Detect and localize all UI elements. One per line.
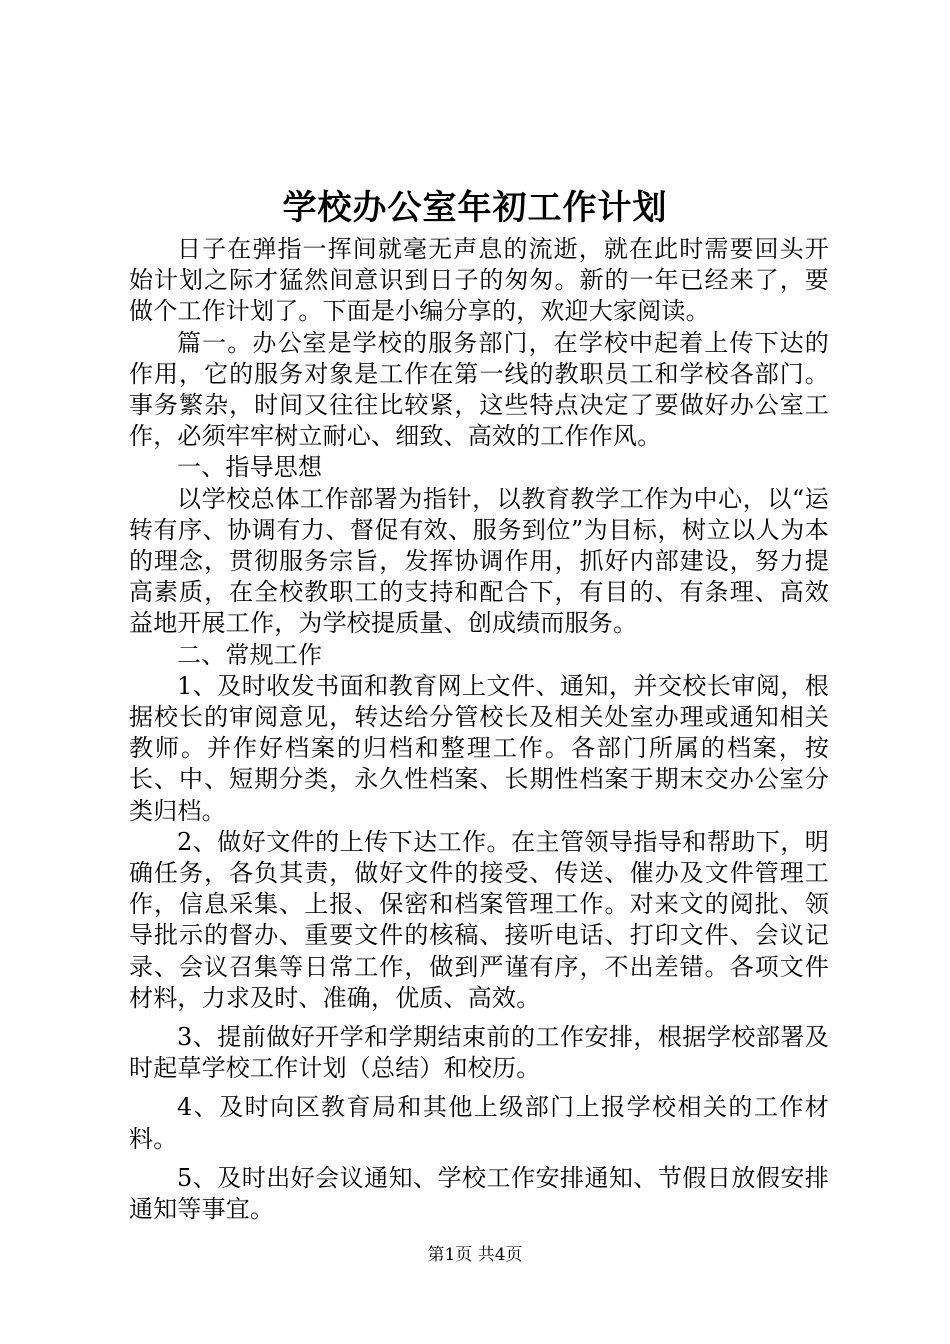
document-title: 学校办公室年初工作计划: [282, 188, 668, 228]
routine-item-3: 3、提前做好开学和学期结束前的工作安排，根据学校部署及时起草学校工作计划（总结）和校历。: [129, 1023, 829, 1083]
page-footer: 第1页 共4页: [427, 1245, 523, 1265]
guiding-ideology-paragraph: 以学校总体工作部署为指针，以教育教学工作为中心，以“运转有序、协调有力、督促有效、服务到位”为目标，树立以人为本的理念，贯彻服务宗旨，发挥协调作用，抓好内部建设，努力提高素质，在全校教职工的支持和配合下，有目的、有条理、高效益地开展工作，为学校提质量、创成绩而服务。: [129, 484, 829, 638]
section-heading-routine-work: 二、常规工作: [177, 640, 323, 669]
routine-item-1: 1、及时收发书面和教育网上文件、通知，并交校长审阅，根据校长的审阅意见，转达给分管校长及相关处室办理或通知相关教师。并作好档案的归档和整理工作。各部门所属的档案，按长、中、短期分类，永久性档案、长期性档案于期末交办公室分类归档。: [129, 671, 829, 825]
intro-paragraph: 日子在弹指一挥间就毫无声息的流逝，就在此时需要回头开始计划之际才猛然间意识到日子的匆匆。新的一年已经来了，要做个工作计划了。下面是小编分享的，欢迎大家阅读。: [129, 235, 829, 326]
part-one-paragraph: 篇一。办公室是学校的服务部门，在学校中起着上传下达的作用，它的服务对象是工作在第一线的教职员工和学校各部门。事务繁杂，时间又往往比较紧，这些特点决定了要做好办公室工作，必须牢牢树立耐心、细致、高效的工作作风。: [129, 328, 829, 451]
routine-item-2: 2、做好文件的上传下达工作。在主管领导指导和帮助下，明确任务，各负其责，做好文件的接受、传送、催办及文件管理工作，信息采集、上报、保密和档案管理工作。对来文的阅批、领导批示的督办、重要文件的核稿、接听电话、打印文件、会议记录、会议召集等日常工作，做到严谨有序，不出差错。各项文件材料，力求及时、准确，优质、高效。: [129, 827, 829, 1012]
section-heading-guiding-ideology: 一、指导思想: [177, 453, 323, 482]
routine-item-4: 4、及时向区教育局和其他上级部门上报学校相关的工作材料。: [129, 1093, 829, 1153]
routine-item-5: 5、及时出好会议通知、学校工作安排通知、节假日放假安排通知等事宜。: [129, 1163, 829, 1224]
document-body: [129, 234, 829, 1225]
